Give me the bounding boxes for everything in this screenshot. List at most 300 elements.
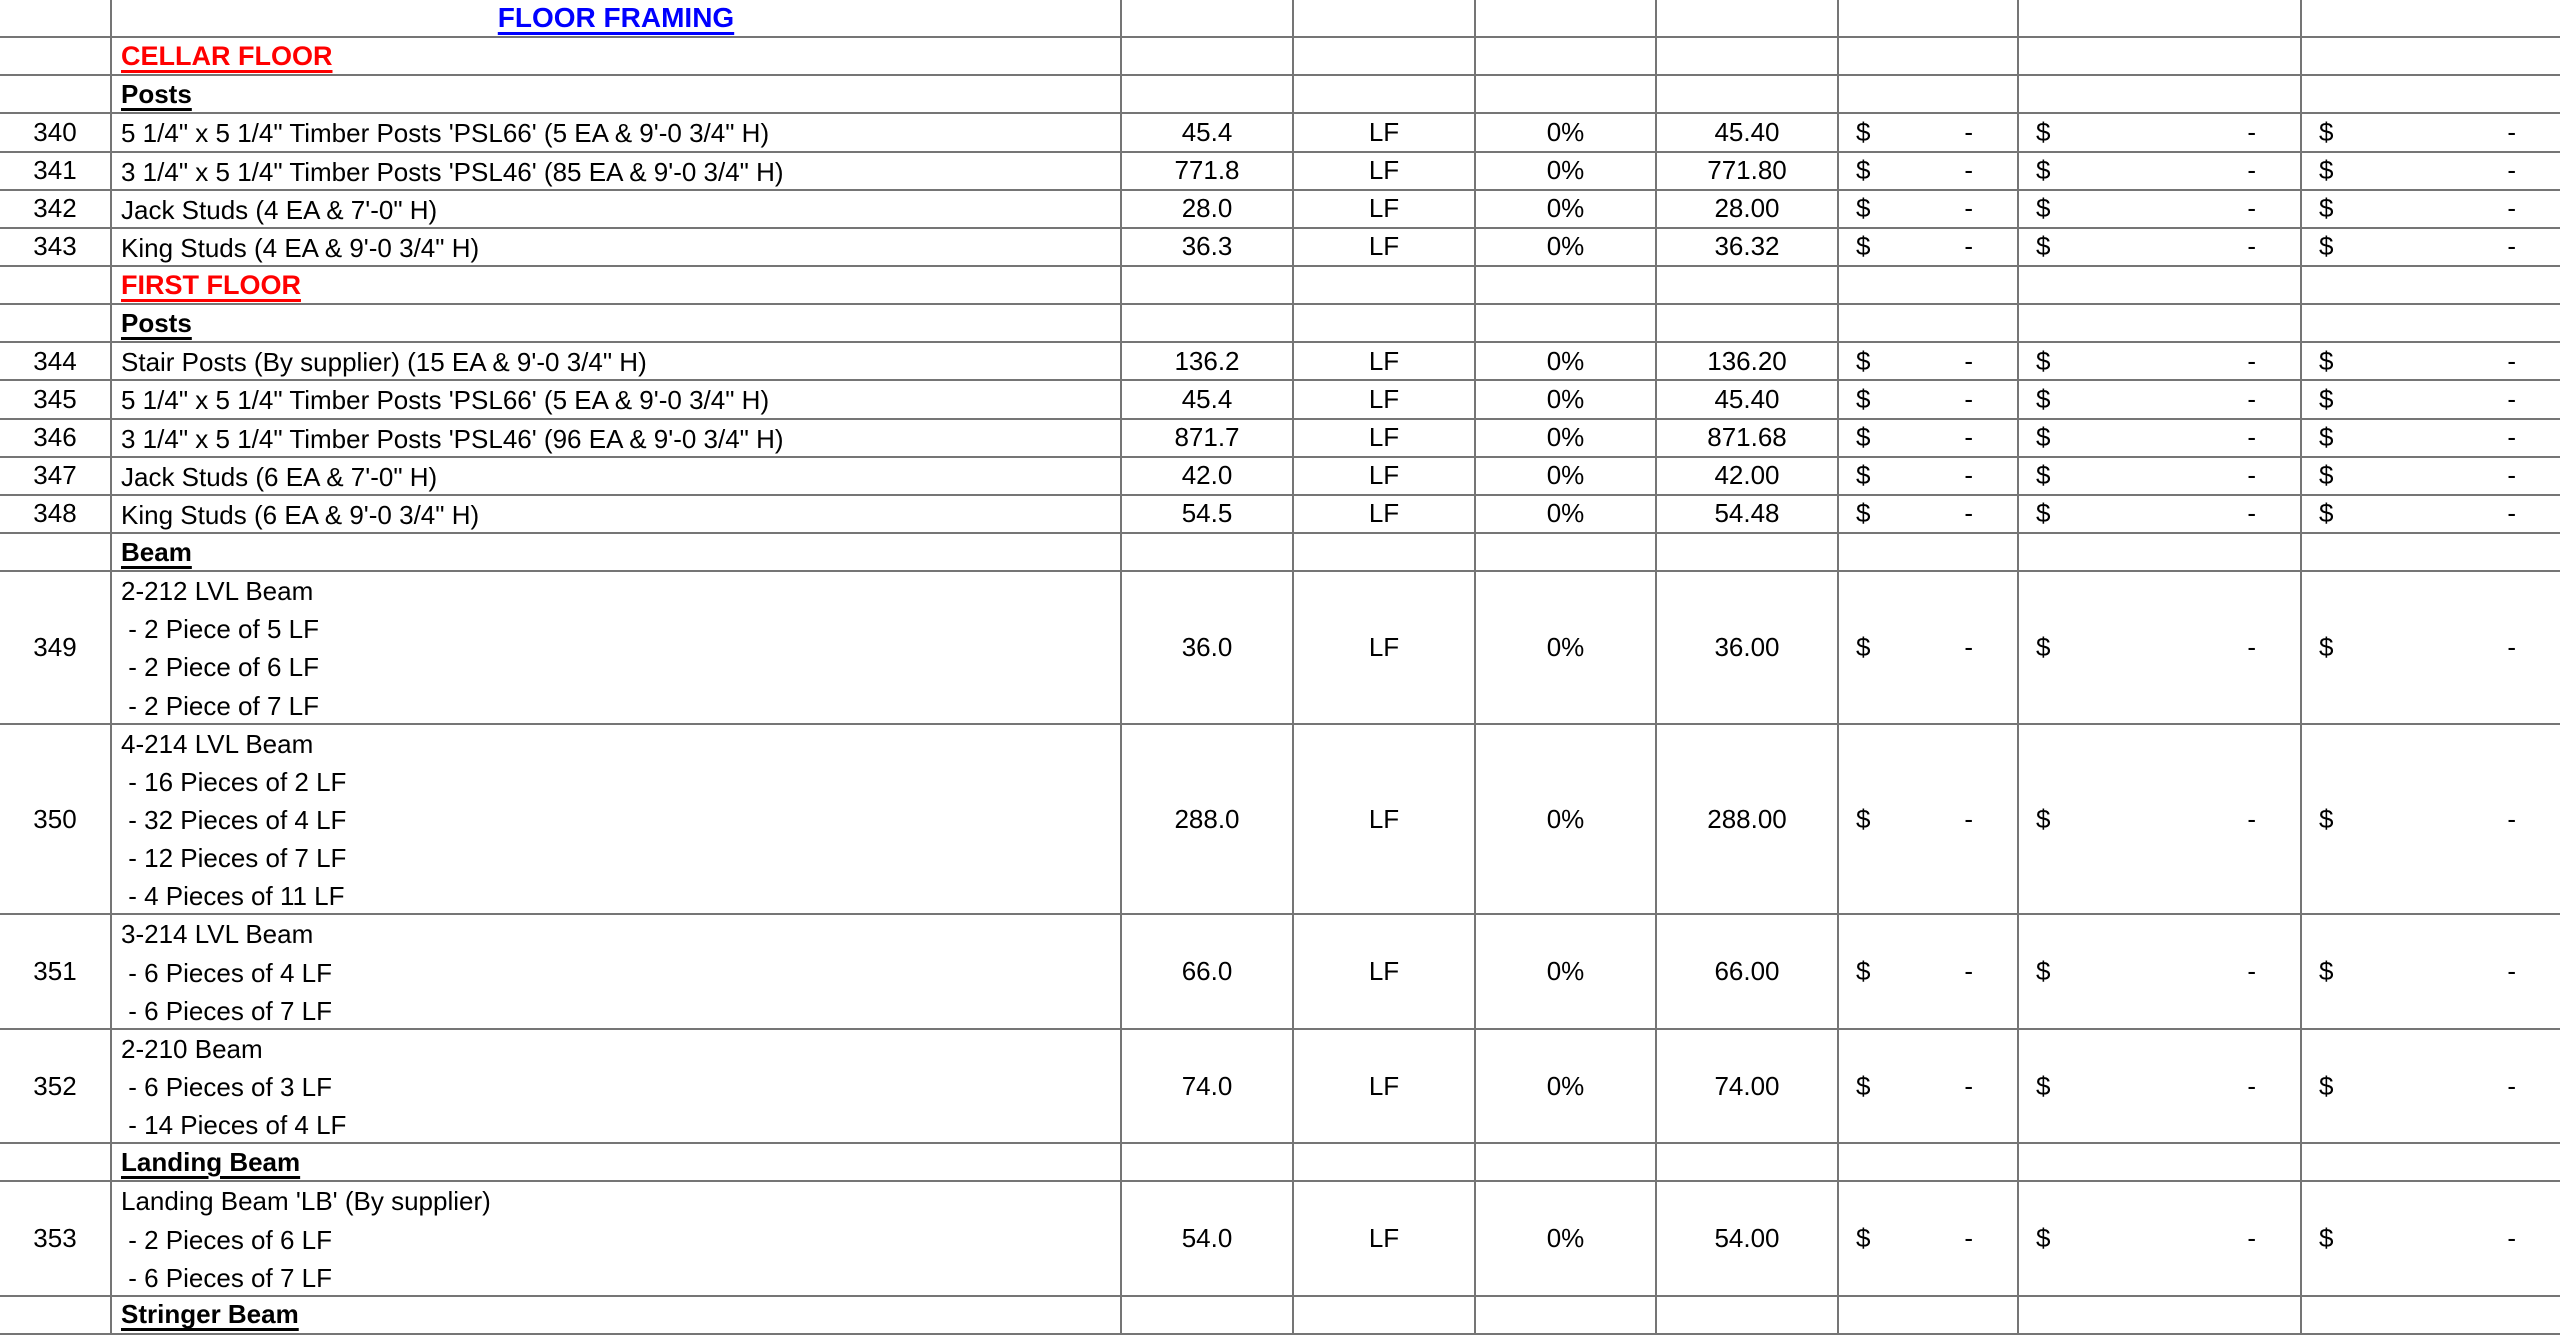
dollar-sign: $: [1856, 422, 1871, 453]
currency-cell-1[interactable]: [1839, 1030, 2019, 1144]
description-line: - 6 Pieces of 3 LF: [121, 1071, 332, 1102]
table-row: [0, 572, 2560, 725]
unit-cell[interactable]: [1294, 229, 1476, 267]
currency-cell-1[interactable]: [1839, 343, 2019, 381]
quantity-cell[interactable]: [1122, 76, 1294, 114]
currency-cell-2[interactable]: [2019, 458, 2302, 496]
unit-cell[interactable]: [1294, 191, 1476, 229]
currency-cell-3[interactable]: [2302, 267, 2560, 305]
description-cell[interactable]: [112, 1182, 1122, 1296]
row-number-cell[interactable]: [0, 153, 112, 191]
quantity-cell[interactable]: [1122, 420, 1294, 458]
unit-cell[interactable]: [1294, 0, 1476, 38]
currency-dash: -: [2247, 116, 2256, 147]
description-cell[interactable]: [112, 191, 1122, 229]
description-cell[interactable]: [112, 915, 1122, 1029]
dollar-sign: $: [1856, 345, 1871, 376]
percent-cell[interactable]: [1476, 725, 1657, 916]
currency-dash: -: [2507, 956, 2516, 987]
quantity-value: 42.0: [1181, 460, 1233, 491]
description-cell[interactable]: [112, 572, 1122, 725]
currency-cell-1[interactable]: [1839, 381, 2019, 419]
unit-cell[interactable]: [1294, 305, 1476, 343]
unit-value: LF: [1368, 460, 1400, 491]
currency-cell-3[interactable]: [2302, 1030, 2560, 1144]
percent-cell[interactable]: [1476, 381, 1657, 419]
description-cell[interactable]: [112, 76, 1122, 114]
currency-cell-2[interactable]: [2019, 725, 2302, 916]
percent-value: 0%: [1546, 345, 1585, 376]
description-line: 2-210 Beam: [121, 1033, 263, 1064]
currency-cell-2[interactable]: [2019, 1030, 2302, 1144]
currency-dash: -: [2247, 422, 2256, 453]
description-cell[interactable]: [112, 267, 1122, 305]
subsection-header: Stringer Beam: [121, 1299, 299, 1330]
currency-cell-3[interactable]: [2302, 114, 2560, 152]
quantity-cell[interactable]: [1122, 229, 1294, 267]
total-quantity-value: 28.00: [1714, 193, 1780, 224]
total-quantity-cell[interactable]: [1657, 915, 1839, 1029]
currency-cell-1[interactable]: [1839, 0, 2019, 38]
total-quantity-value: 288.00: [1707, 803, 1787, 834]
currency-dash: -: [1964, 383, 1973, 414]
currency-cell-1[interactable]: [1839, 229, 2019, 267]
unit-cell[interactable]: [1294, 496, 1476, 534]
quantity-cell[interactable]: [1122, 496, 1294, 534]
quantity-value: 288.0: [1174, 803, 1240, 834]
currency-cell-1[interactable]: [1839, 76, 2019, 114]
description-line: Stair Posts (By supplier) (15 EA & 9'-0 3/4" H): [121, 347, 647, 378]
dollar-sign: $: [1856, 231, 1871, 262]
currency-cell-2[interactable]: [2019, 420, 2302, 458]
row-number-cell[interactable]: [0, 76, 112, 114]
percent-value: 0%: [1546, 1070, 1585, 1101]
unit-cell[interactable]: [1294, 381, 1476, 419]
dollar-sign: $: [2036, 631, 2051, 662]
total-quantity-cell[interactable]: [1657, 725, 1839, 916]
currency-cell-1[interactable]: [1839, 420, 2019, 458]
unit-cell[interactable]: [1294, 458, 1476, 496]
total-quantity-cell[interactable]: [1657, 381, 1839, 419]
description-line: 2-212 LVL Beam: [121, 576, 314, 607]
row-number-cell[interactable]: [0, 915, 112, 1029]
percent-value: 0%: [1546, 460, 1585, 491]
quantity-cell[interactable]: [1122, 305, 1294, 343]
total-quantity-value: 54.48: [1714, 498, 1780, 529]
currency-cell-3[interactable]: [2302, 1144, 2560, 1182]
currency-cell-2[interactable]: [2019, 38, 2302, 76]
quantity-value: 45.4: [1181, 383, 1233, 414]
total-quantity-cell[interactable]: [1657, 496, 1839, 534]
currency-cell-2[interactable]: [2019, 0, 2302, 38]
dollar-sign: $: [2319, 1223, 2334, 1254]
total-quantity-cell[interactable]: [1657, 1182, 1839, 1296]
total-quantity-value: 54.00: [1714, 1223, 1780, 1254]
currency-cell-3[interactable]: [2302, 420, 2560, 458]
quantity-cell[interactable]: [1122, 1182, 1294, 1296]
currency-cell-1[interactable]: [1839, 915, 2019, 1029]
percent-cell[interactable]: [1476, 229, 1657, 267]
total-quantity-cell[interactable]: [1657, 229, 1839, 267]
currency-cell-2[interactable]: [2019, 343, 2302, 381]
total-quantity-cell[interactable]: [1657, 191, 1839, 229]
currency-dash: -: [2247, 956, 2256, 987]
unit-cell[interactable]: [1294, 1182, 1476, 1296]
percent-value: 0%: [1546, 116, 1585, 147]
dollar-sign: $: [2319, 803, 2334, 834]
table-row: [0, 1182, 2560, 1296]
currency-cell-3[interactable]: [2302, 572, 2560, 725]
currency-cell-2[interactable]: [2019, 76, 2302, 114]
currency-dash: -: [2247, 155, 2256, 186]
currency-dash: -: [1964, 956, 1973, 987]
description-line: 3-214 LVL Beam: [121, 919, 314, 950]
total-quantity-cell[interactable]: [1657, 76, 1839, 114]
quantity-cell[interactable]: [1122, 458, 1294, 496]
table-row: [0, 725, 2560, 916]
currency-cell-1[interactable]: [1839, 305, 2019, 343]
dollar-sign: $: [2319, 956, 2334, 987]
row-number: 340: [33, 116, 77, 147]
quantity-cell[interactable]: [1122, 1297, 1294, 1335]
unit-cell[interactable]: [1294, 1144, 1476, 1182]
dollar-sign: $: [2036, 422, 2051, 453]
quantity-value: 871.7: [1174, 422, 1240, 453]
description-cell[interactable]: [112, 343, 1122, 381]
dollar-sign: $: [1856, 1223, 1871, 1254]
description-line: 5 1/4" x 5 1/4" Timber Posts 'PSL66' (5 EA & 9'-0 3/4" H): [121, 385, 770, 416]
quantity-value: 28.0: [1181, 193, 1233, 224]
row-number: 352: [33, 1070, 77, 1101]
description-cell[interactable]: [112, 1030, 1122, 1144]
currency-cell-3[interactable]: [2302, 38, 2560, 76]
row-number: 342: [33, 193, 77, 224]
quantity-cell[interactable]: [1122, 343, 1294, 381]
description-cell[interactable]: [112, 1297, 1122, 1335]
currency-cell-2[interactable]: [2019, 153, 2302, 191]
row-number-cell[interactable]: [0, 0, 112, 38]
quantity-cell[interactable]: [1122, 114, 1294, 152]
currency-cell-2[interactable]: [2019, 381, 2302, 419]
percent-cell[interactable]: [1476, 343, 1657, 381]
total-quantity-cell[interactable]: [1657, 343, 1839, 381]
currency-cell-2[interactable]: [2019, 496, 2302, 534]
quantity-cell[interactable]: [1122, 1030, 1294, 1144]
currency-cell-1[interactable]: [1839, 1144, 2019, 1182]
dollar-sign: $: [2319, 422, 2334, 453]
description-line: 5 1/4" x 5 1/4" Timber Posts 'PSL66' (5 EA & 9'-0 3/4" H): [121, 118, 770, 149]
description-line: Jack Studs (6 EA & 7'-0" H): [121, 461, 438, 492]
row-number-cell[interactable]: [0, 572, 112, 725]
row-number-cell[interactable]: [0, 191, 112, 229]
currency-cell-3[interactable]: [2302, 343, 2560, 381]
description-cell[interactable]: [112, 38, 1122, 76]
currency-cell-2[interactable]: [2019, 114, 2302, 152]
currency-cell-2[interactable]: [2019, 572, 2302, 725]
unit-cell[interactable]: [1294, 725, 1476, 916]
currency-cell-1[interactable]: [1839, 1297, 2019, 1335]
percent-value: 0%: [1546, 155, 1585, 186]
description-cell[interactable]: [112, 305, 1122, 343]
currency-dash: -: [2507, 1070, 2516, 1101]
row-number-cell[interactable]: [0, 458, 112, 496]
unit-value: LF: [1368, 422, 1400, 453]
table-row: [0, 458, 2560, 496]
row-number-cell[interactable]: [0, 38, 112, 76]
percent-cell[interactable]: [1476, 114, 1657, 152]
currency-dash: -: [2507, 383, 2516, 414]
currency-cell-3[interactable]: [2302, 191, 2560, 229]
currency-cell-2[interactable]: [2019, 1182, 2302, 1296]
currency-dash: -: [2507, 631, 2516, 662]
row-number-cell[interactable]: [0, 1297, 112, 1335]
percent-cell[interactable]: [1476, 153, 1657, 191]
currency-cell-3[interactable]: [2302, 0, 2560, 38]
unit-cell[interactable]: [1294, 572, 1476, 725]
total-quantity-cell[interactable]: [1657, 1297, 1839, 1335]
table-row: [0, 191, 2560, 229]
unit-cell[interactable]: [1294, 420, 1476, 458]
dollar-sign: $: [2036, 1070, 2051, 1101]
dollar-sign: $: [2036, 383, 2051, 414]
row-number-cell[interactable]: [0, 1182, 112, 1296]
quantity-cell[interactable]: [1122, 572, 1294, 725]
table-row: [0, 267, 2560, 305]
total-quantity-cell[interactable]: [1657, 1144, 1839, 1182]
row-number-cell[interactable]: [0, 534, 112, 572]
percent-cell[interactable]: [1476, 420, 1657, 458]
total-quantity-cell[interactable]: [1657, 534, 1839, 572]
total-quantity-cell[interactable]: [1657, 572, 1839, 725]
currency-dash: -: [1964, 345, 1973, 376]
row-number-cell[interactable]: [0, 114, 112, 152]
unit-value: LF: [1368, 231, 1400, 262]
percent-cell[interactable]: [1476, 191, 1657, 229]
row-number-cell[interactable]: [0, 343, 112, 381]
table-row: [0, 229, 2560, 267]
currency-cell-1[interactable]: [1839, 572, 2019, 725]
description-cell[interactable]: [112, 458, 1122, 496]
description-cell[interactable]: [112, 420, 1122, 458]
percent-cell[interactable]: [1476, 1030, 1657, 1144]
percent-cell[interactable]: [1476, 1182, 1657, 1296]
dollar-sign: $: [2036, 803, 2051, 834]
unit-cell[interactable]: [1294, 534, 1476, 572]
description-line: - 2 Pieces of 6 LF: [121, 1224, 332, 1255]
currency-cell-3[interactable]: [2302, 915, 2560, 1029]
row-number-cell[interactable]: [0, 1030, 112, 1144]
percent-cell[interactable]: [1476, 267, 1657, 305]
quantity-value: 36.0: [1181, 631, 1233, 662]
total-quantity-cell[interactable]: [1657, 458, 1839, 496]
dollar-sign: $: [2036, 345, 2051, 376]
description-cell[interactable]: [112, 381, 1122, 419]
currency-cell-1[interactable]: [1839, 1182, 2019, 1296]
currency-cell-1[interactable]: [1839, 725, 2019, 916]
currency-cell-2[interactable]: [2019, 229, 2302, 267]
table-row: [0, 0, 2560, 38]
dollar-sign: $: [1856, 803, 1871, 834]
currency-cell-1[interactable]: [1839, 496, 2019, 534]
description-line: - 16 Pieces of 2 LF: [121, 766, 347, 797]
currency-cell-2[interactable]: [2019, 534, 2302, 572]
currency-dash: -: [1964, 631, 1973, 662]
quantity-value: 45.4: [1181, 116, 1233, 147]
row-number-cell[interactable]: [0, 496, 112, 534]
total-quantity-cell[interactable]: [1657, 420, 1839, 458]
percent-cell[interactable]: [1476, 1144, 1657, 1182]
quantity-cell[interactable]: [1122, 381, 1294, 419]
currency-cell-3[interactable]: [2302, 458, 2560, 496]
subsection-header: Posts: [121, 78, 192, 109]
dollar-sign: $: [2319, 231, 2334, 262]
quantity-cell[interactable]: [1122, 153, 1294, 191]
description-cell[interactable]: [112, 0, 1122, 38]
table-row: [0, 420, 2560, 458]
quantity-value: 66.0: [1181, 956, 1233, 987]
description-cell[interactable]: [112, 114, 1122, 152]
dollar-sign: $: [1856, 498, 1871, 529]
percent-cell[interactable]: [1476, 458, 1657, 496]
row-number-cell[interactable]: [0, 381, 112, 419]
total-quantity-cell[interactable]: [1657, 38, 1839, 76]
currency-cell-3[interactable]: [2302, 1297, 2560, 1335]
currency-cell-2[interactable]: [2019, 267, 2302, 305]
percent-cell[interactable]: [1476, 572, 1657, 725]
percent-cell[interactable]: [1476, 915, 1657, 1029]
quantity-cell[interactable]: [1122, 915, 1294, 1029]
table-row: [0, 915, 2560, 1029]
currency-cell-1[interactable]: [1839, 191, 2019, 229]
currency-cell-1[interactable]: [1839, 114, 2019, 152]
description-cell[interactable]: [112, 725, 1122, 916]
percent-cell[interactable]: [1476, 1297, 1657, 1335]
unit-value: LF: [1368, 383, 1400, 414]
currency-cell-3[interactable]: [2302, 305, 2560, 343]
dollar-sign: $: [2319, 1070, 2334, 1101]
total-quantity-cell[interactable]: [1657, 0, 1839, 38]
currency-dash: -: [2247, 631, 2256, 662]
row-number-cell[interactable]: [0, 1144, 112, 1182]
description-cell[interactable]: [112, 496, 1122, 534]
currency-dash: -: [2247, 231, 2256, 262]
currency-cell-1[interactable]: [1839, 534, 2019, 572]
currency-dash: -: [2507, 498, 2516, 529]
currency-cell-1[interactable]: [1839, 458, 2019, 496]
currency-dash: -: [1964, 1223, 1973, 1254]
currency-cell-2[interactable]: [2019, 191, 2302, 229]
total-quantity-cell[interactable]: [1657, 153, 1839, 191]
currency-dash: -: [1964, 422, 1973, 453]
currency-cell-3[interactable]: [2302, 381, 2560, 419]
description-cell[interactable]: [112, 1144, 1122, 1182]
unit-cell[interactable]: [1294, 38, 1476, 76]
currency-dash: -: [2507, 460, 2516, 491]
table-row: [0, 114, 2560, 152]
dollar-sign: $: [2036, 498, 2051, 529]
unit-cell[interactable]: [1294, 915, 1476, 1029]
row-number-cell[interactable]: [0, 725, 112, 916]
currency-cell-1[interactable]: [1839, 153, 2019, 191]
unit-cell[interactable]: [1294, 153, 1476, 191]
dollar-sign: $: [2319, 155, 2334, 186]
currency-cell-2[interactable]: [2019, 1144, 2302, 1182]
quantity-cell[interactable]: [1122, 1144, 1294, 1182]
currency-cell-3[interactable]: [2302, 1182, 2560, 1296]
currency-cell-3[interactable]: [2302, 229, 2560, 267]
row-number-cell[interactable]: [0, 305, 112, 343]
currency-cell-2[interactable]: [2019, 1297, 2302, 1335]
currency-dash: -: [2247, 460, 2256, 491]
percent-cell[interactable]: [1476, 496, 1657, 534]
row-number-cell[interactable]: [0, 420, 112, 458]
currency-cell-1[interactable]: [1839, 38, 2019, 76]
percent-cell[interactable]: [1476, 0, 1657, 38]
unit-cell[interactable]: [1294, 76, 1476, 114]
total-quantity-cell[interactable]: [1657, 267, 1839, 305]
currency-cell-1[interactable]: [1839, 267, 2019, 305]
percent-value: 0%: [1546, 193, 1585, 224]
total-quantity-cell[interactable]: [1657, 305, 1839, 343]
dollar-sign: $: [2319, 631, 2334, 662]
description-cell[interactable]: [112, 229, 1122, 267]
unit-cell[interactable]: [1294, 1297, 1476, 1335]
row-number-cell[interactable]: [0, 267, 112, 305]
currency-cell-3[interactable]: [2302, 534, 2560, 572]
currency-dash: -: [2247, 498, 2256, 529]
percent-cell[interactable]: [1476, 305, 1657, 343]
unit-cell[interactable]: [1294, 114, 1476, 152]
currency-cell-3[interactable]: [2302, 496, 2560, 534]
table-row: [0, 153, 2560, 191]
quantity-cell[interactable]: [1122, 725, 1294, 916]
percent-cell[interactable]: [1476, 534, 1657, 572]
unit-value: LF: [1368, 1223, 1400, 1254]
currency-cell-3[interactable]: [2302, 76, 2560, 114]
quantity-cell[interactable]: [1122, 267, 1294, 305]
total-quantity-value: 771.80: [1707, 155, 1787, 186]
description-cell[interactable]: [112, 153, 1122, 191]
quantity-cell[interactable]: [1122, 191, 1294, 229]
unit-cell[interactable]: [1294, 1030, 1476, 1144]
quantity-cell[interactable]: [1122, 0, 1294, 38]
quantity-cell[interactable]: [1122, 38, 1294, 76]
percent-value: 0%: [1546, 1223, 1585, 1254]
description-line: - 6 Pieces of 7 LF: [121, 995, 332, 1026]
total-quantity-value: 871.68: [1707, 422, 1787, 453]
currency-cell-2[interactable]: [2019, 305, 2302, 343]
currency-dash: -: [2507, 422, 2516, 453]
total-quantity-cell[interactable]: [1657, 114, 1839, 152]
subsection-header: Posts: [121, 307, 192, 338]
unit-cell[interactable]: [1294, 343, 1476, 381]
unit-value: LF: [1368, 631, 1400, 662]
currency-cell-3[interactable]: [2302, 725, 2560, 916]
currency-dash: -: [2247, 345, 2256, 376]
description-cell[interactable]: [112, 534, 1122, 572]
quantity-cell[interactable]: [1122, 534, 1294, 572]
row-number-cell[interactable]: [0, 229, 112, 267]
unit-cell[interactable]: [1294, 267, 1476, 305]
percent-cell[interactable]: [1476, 38, 1657, 76]
table-row: [0, 38, 2560, 76]
row-number: 353: [33, 1223, 77, 1254]
percent-cell[interactable]: [1476, 76, 1657, 114]
currency-cell-3[interactable]: [2302, 153, 2560, 191]
currency-cell-2[interactable]: [2019, 915, 2302, 1029]
dollar-sign: $: [1856, 956, 1871, 987]
total-quantity-cell[interactable]: [1657, 1030, 1839, 1144]
